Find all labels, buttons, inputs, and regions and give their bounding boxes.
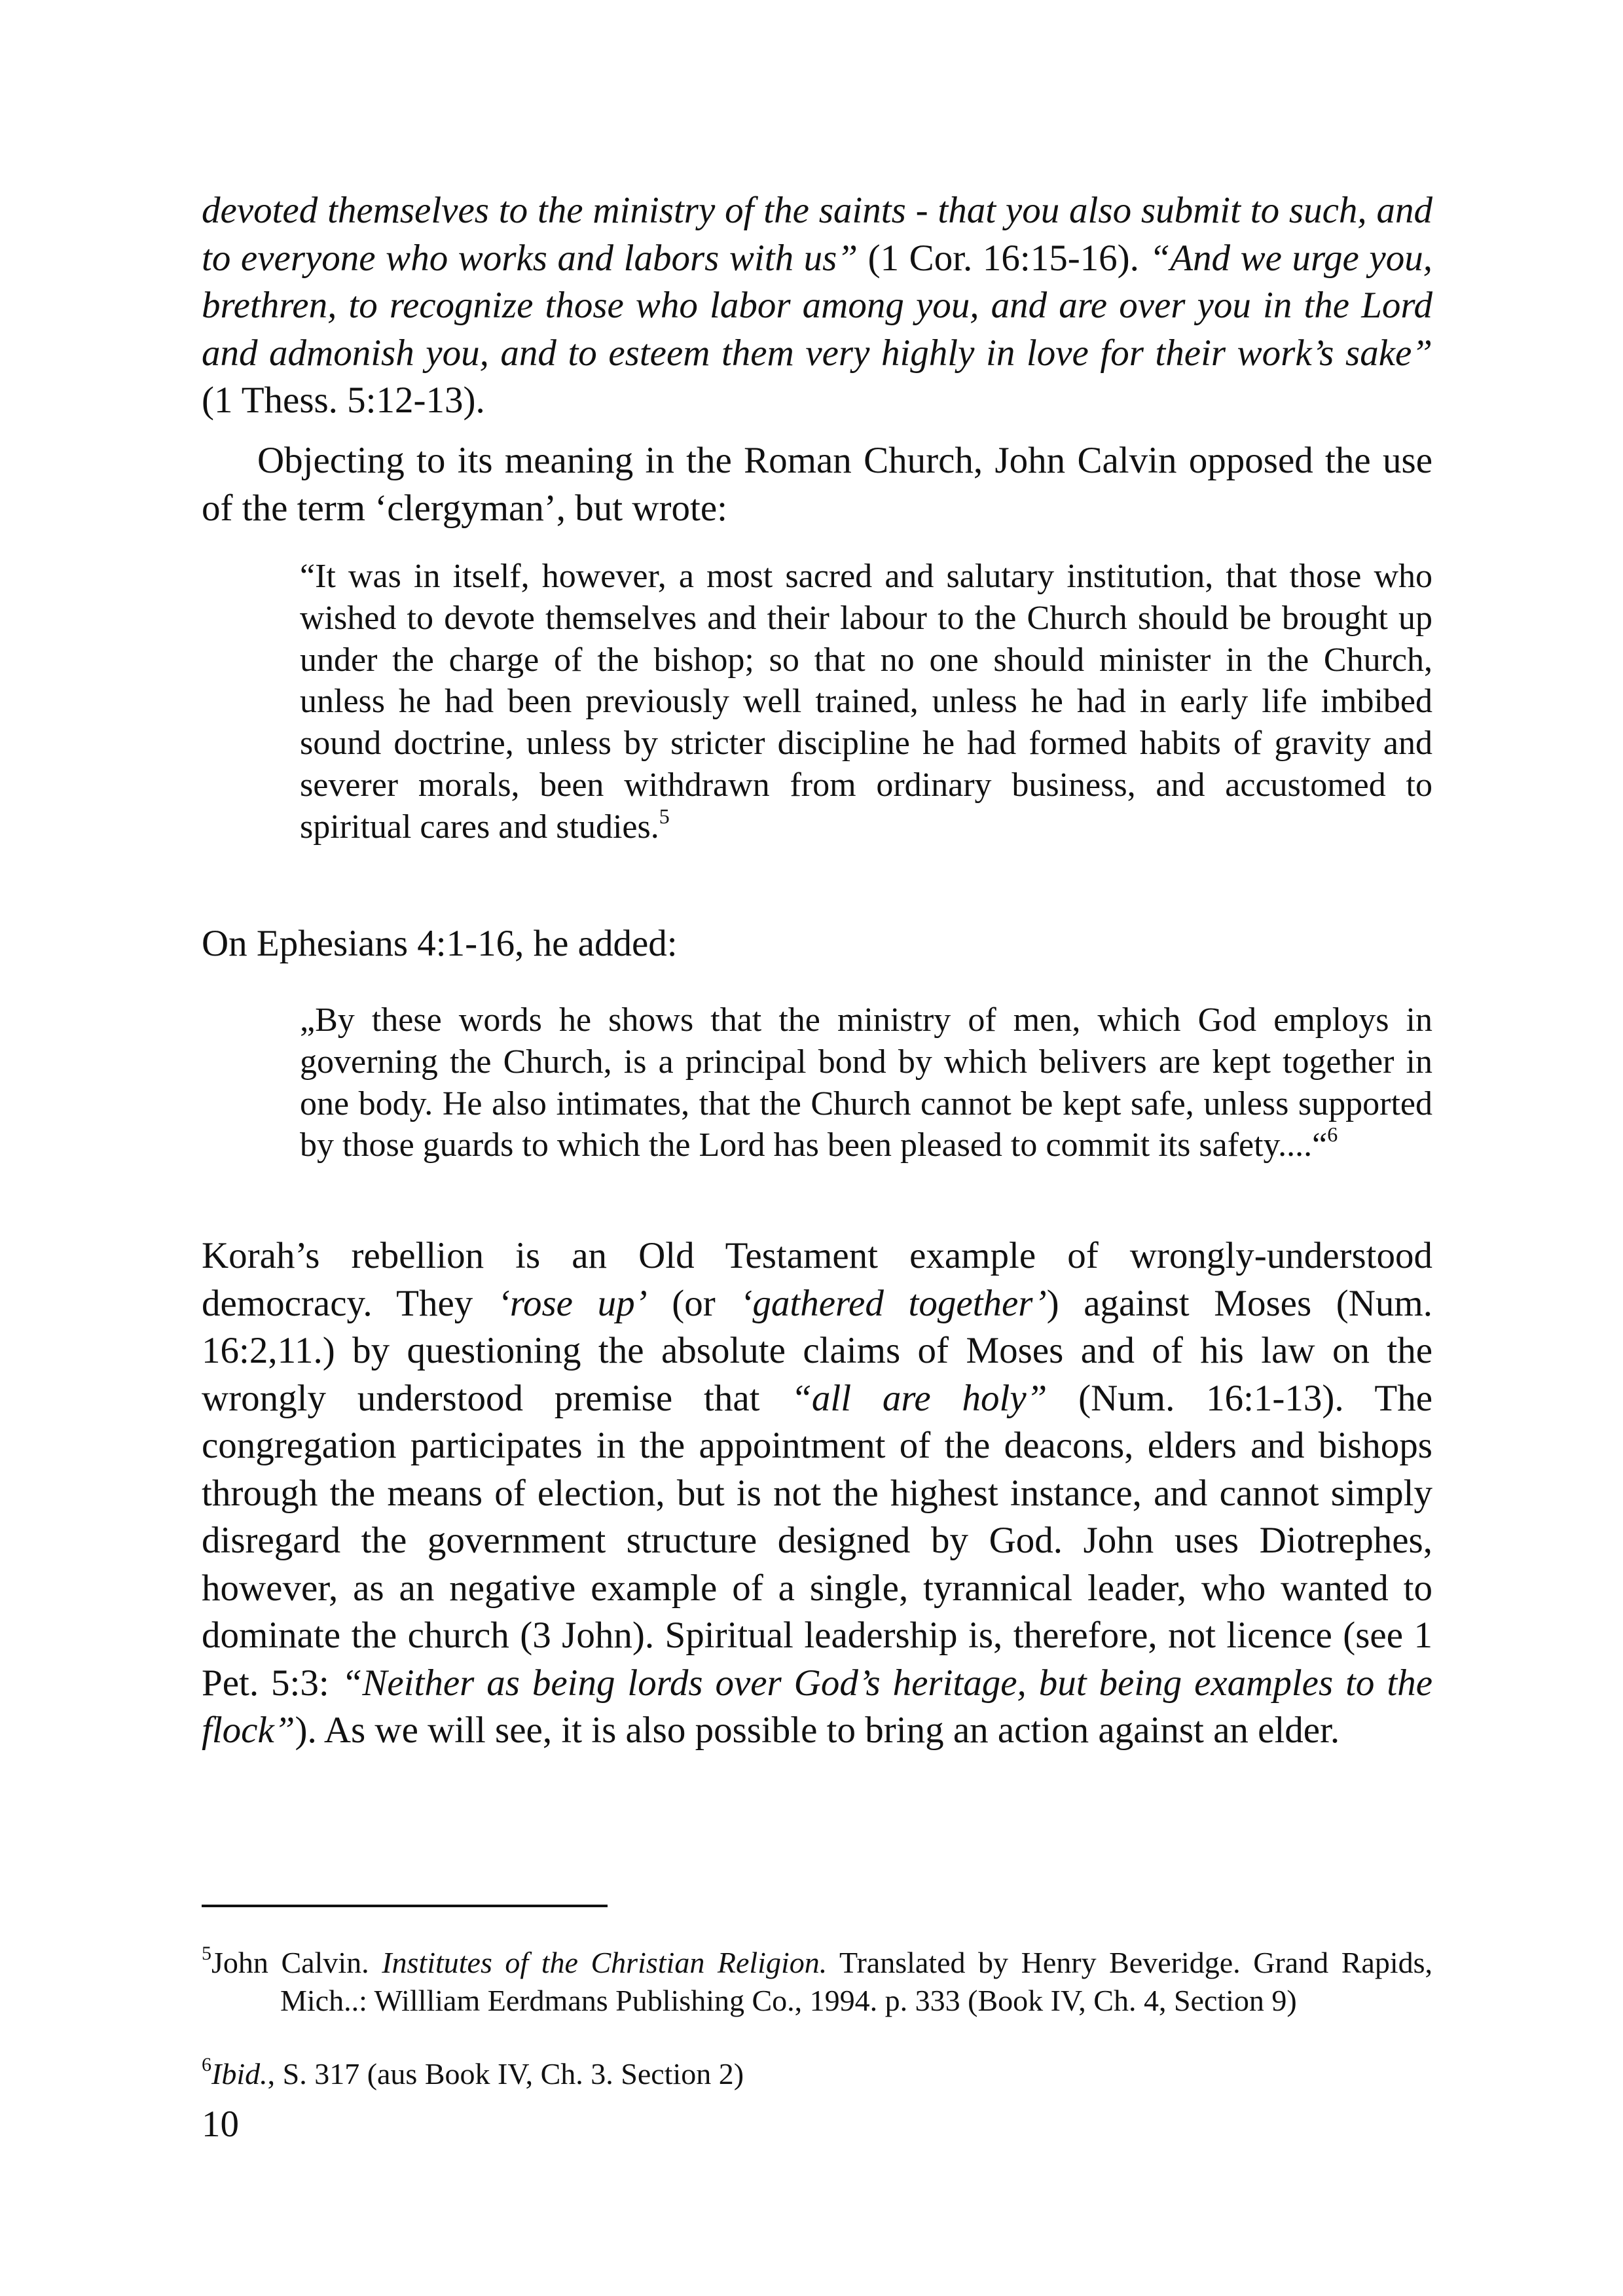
footnote-reference-5[interactable]: 5: [659, 804, 670, 828]
paragraph-calvin-intro: Objecting to its meaning in the Roman Church, John Calvin opposed the use of the term ‘clergyman’, but wrote:: [202, 440, 1432, 529]
footnote-5-details: Translated by Henry Beveridge. Grand Rapids, Mich..: Willliam Eerdmans Publishing Co., 1994. p. 333 (Book IV, Ch. 4, Section 9): [280, 1946, 1433, 2017]
korah-text-part-4: (Num. 16:1-13). The congregation participates in the appointment of the deacons, elders and bishops through the means of election, but is not the highest instance, and cannot simply disregard the government structure designed by God. John uses Diotrephes, however, as an negative example of a single, tyrannical leader, who wanted to dominate the church (3 John). Spiritual leadership is, therefore, not licence (see 1 Pet. 5:3:: [202, 1377, 1432, 1704]
blockquote-calvin-ephesians-text: „By these words he shows that the ministry of men, which God employs in governing the Church, is a principal bond by which belivers are kept together in one body. He also intimates, that the Church cannot be kept safe, unless supported by those guards to which the Lord has been pleased to commit its safety....“: [300, 1001, 1432, 1164]
blockquote-calvin-ephesians: [300, 999, 1432, 1166]
footnote-separator: [202, 1905, 608, 1907]
korah-text-part-3: ) against Moses (Num. 16:2,11.) by questioning the absolute claims of Moses and of his law on the wrongly understood premise that: [202, 1282, 1433, 1419]
reference-corinthians: (1 Cor. 16:15-16).: [858, 237, 1150, 279]
korah-quote-all-are-holy: “all are holy”: [791, 1377, 1048, 1419]
quote-thessalonians: “And we urge you, brethren, to recognize those who labor among you, and are over you in the Lord and admonish you, and to esteem them very highly in love for their work’s sake”: [202, 237, 1432, 374]
paragraph-korah-rebellion: [202, 1232, 1432, 1755]
paragraph-corinthians-thessalonians: [202, 187, 1432, 425]
footnote-6-number: 6: [202, 2054, 211, 2075]
korah-text-part-1: Korah’s rebellion is an Old Testament example of wrongly-understood democracy. They: [202, 1235, 1432, 1324]
reference-thessalonians: (1 Thess. 5:12-13).: [202, 380, 485, 421]
footnote-6-ibid: Ibid.: [211, 2057, 268, 2090]
footnote-5-number: 5: [202, 1943, 211, 1964]
korah-quote-gathered-together: ‘gathered together’: [740, 1282, 1047, 1324]
footnote-5-author: John Calvin.: [211, 1946, 382, 1979]
footnote-reference-6[interactable]: 6: [1327, 1122, 1338, 1147]
quote-corinthians: devoted themselves to the ministry of the saints - that you also submit to such, and to everyone who works and labors with us”: [202, 190, 1432, 279]
korah-text-part-2: (or: [647, 1282, 740, 1324]
footnote-5-title: Institutes of the Christian Religion.: [382, 1946, 828, 1979]
blockquote-calvin-institution-text: “It was in itself, however, a most sacred and salutary institution, that those who wished to devote themselves and their labour to the Church should be brought up under the charge of the bishop; so that no one should minister in the Church, unless he had been previously well trained, unless he had in early life imbibed sound doctrine, unless by stricter discipline he had formed habits of gravity and severer morals, been withdrawn from ordinary business, and accustomed to spiritual cares and studies.: [300, 558, 1432, 846]
korah-text-part-5: ). As we will see, it is also possible to bring an action against an elder.: [295, 1710, 1340, 1751]
footnote-6: [202, 2055, 1432, 2093]
footnote-5: [202, 1944, 1432, 2020]
footnote-6-details: , S. 317 (aus Book IV, Ch. 3. Section 2): [267, 2057, 744, 2090]
korah-quote-lords-over-heritage: “Neither as being lords over God’s heritage, but being examples to the flock”: [202, 1662, 1432, 1751]
page-number: 10: [202, 2104, 239, 2145]
korah-quote-rose-up: ‘rose up’: [497, 1282, 647, 1324]
blockquote-calvin-institution: [300, 556, 1432, 848]
paragraph-ephesians-intro: On Ephesians 4:1-16, he added:: [202, 923, 678, 964]
